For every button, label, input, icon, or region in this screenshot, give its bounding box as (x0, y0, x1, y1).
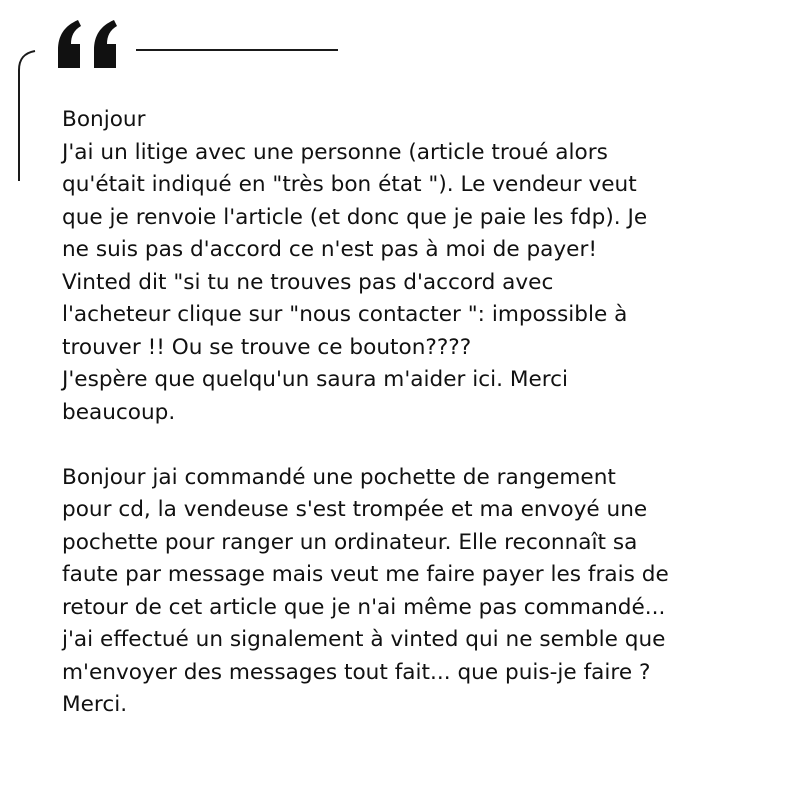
text-line: Vinted dit "si tu ne trouves pas d'accord avec (62, 269, 554, 295)
text-line: trouver !! Ou se trouve ce bouton???? (62, 334, 472, 360)
paragraph-second (62, 462, 752, 722)
open-quote-icon (50, 14, 130, 74)
corner-bracket (16, 50, 40, 182)
text-line: m'envoyer des messages tout fait... que puis-je faire ? (62, 659, 651, 685)
text-line: Merci. (62, 692, 128, 717)
text-line: J'ai un litige avec une personne (article troué alors (62, 139, 608, 165)
text-line: qu'était indiqué en "très bon état "). Le vendeur veut (62, 172, 637, 197)
paragraph-first (62, 104, 752, 429)
paragraph-spacer (62, 429, 752, 462)
text-line: ne suis pas d'accord ce n'est pas à moi de payer! (62, 237, 598, 262)
quote-rule-line (136, 49, 338, 51)
quote-text (62, 104, 752, 722)
text-line: pour cd, la vendeuse s'est trompée et ma envoyé une (62, 497, 648, 522)
text-line: Bonjour (62, 107, 146, 132)
text-line: j'ai effectué un signalement à vinted qui ne semble que (62, 627, 666, 652)
text-line: retour de cet article que je n'ai même pas commandé... (62, 594, 666, 620)
text-line: J'espère que quelqu'un saura m'aider ici. Merci (62, 367, 569, 392)
text-line: beaucoup. (62, 399, 176, 425)
text-line: faute par message mais veut me faire payer les frais de (62, 562, 669, 587)
text-line: Bonjour jai commandé une pochette de rangement (62, 464, 616, 490)
text-line: que je renvoie l'article (et donc que je paie les fdp). Je (62, 204, 648, 230)
text-line: pochette pour ranger un ordinateur. Elle reconnaît sa (62, 529, 638, 555)
text-line: l'acheteur clique sur "nous contacter ": impossible à (62, 302, 628, 327)
